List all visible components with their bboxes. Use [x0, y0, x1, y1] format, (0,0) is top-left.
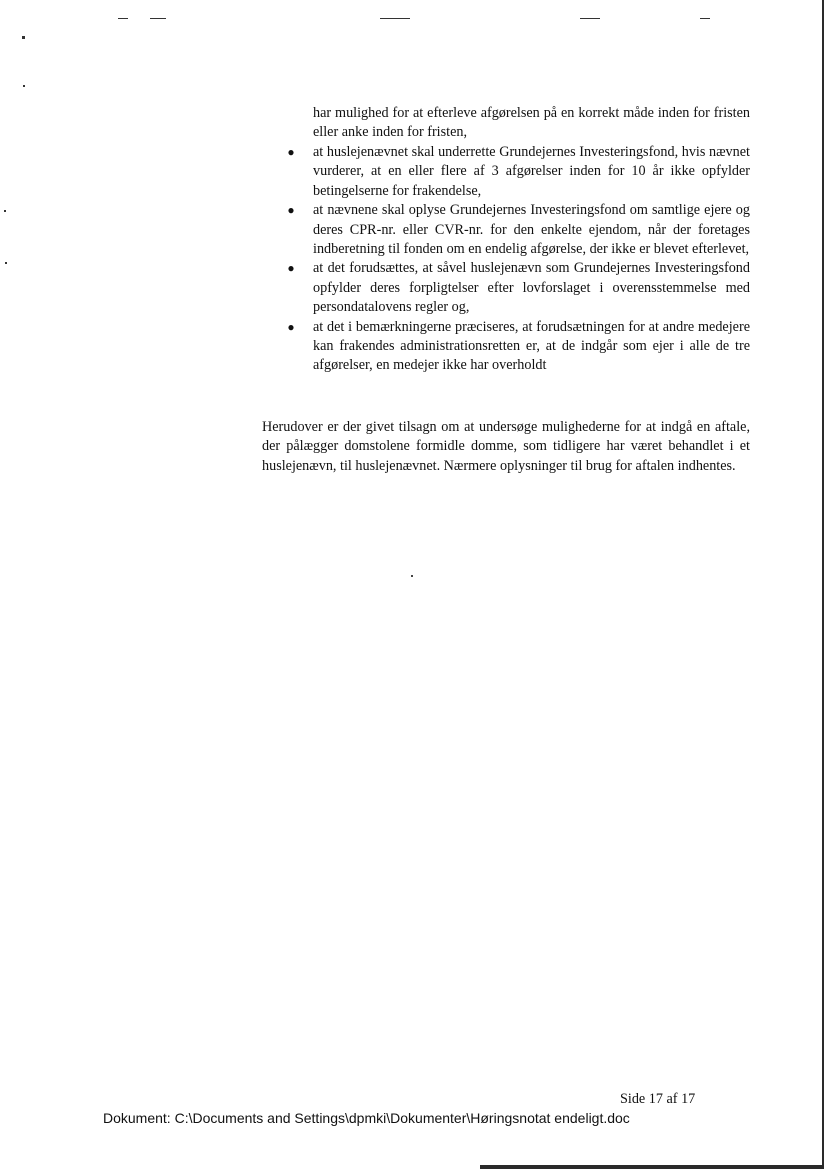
document-path: Dokument: C:\Documents and Settings\dpmki\Dokumenter\Høringsnotat endeligt.doc — [103, 1110, 630, 1126]
list-item — [284, 259, 750, 317]
list-item — [284, 201, 750, 259]
intro-text: har mulighed for at efterleve afgørelsen på en korrekt måde inden for fristen eller anke inden for fristen, — [313, 105, 750, 141]
list-item-text: at det forudsættes, at såvel huslejenævn som Grundejernes Investeringsfond opfylder deres forpligtelser efter lovforslaget i overensstemmelse med persondatalovens regler og, — [313, 260, 750, 316]
bullet-list — [284, 143, 750, 376]
list-item-text: at nævnene skal oplyse Grundejernes Investeringsfond om samtlige ejere og deres CPR-nr. eller CVR-nr. for den enkelte ejendom, når der foretages indberetning til fonden om en endelig afgørelse, der ikke er blevet efterlevet, — [313, 202, 750, 258]
bullet-icon: ● — [287, 203, 295, 218]
scan-speck — [411, 575, 413, 577]
list-item — [284, 318, 750, 376]
body-paragraph: Herudover er der givet tilsagn om at undersøge mulighederne for at indgå en aftale, der pålægger domstolene formidle domme, som tidligere har været behandlet i et huslejenævn, til huslejenævnet. Nærmere oplysninger til brug for aftalen indhentes. — [262, 419, 750, 474]
list-item-text: at huslejenævnet skal underrette Grundejernes Investeringsfond, hvis nævnet vurderer, at en eller flere af 3 afgørelser inden for 10 år ikke opfylder betingelserne for frakendelse, — [313, 144, 750, 199]
bullet-icon: ● — [287, 261, 295, 276]
bullet-icon: ● — [287, 145, 295, 159]
page-number: Side 17 af 17 — [620, 1091, 696, 1107]
bullet-icon: ● — [287, 319, 295, 334]
list-item-text: at det i bemærkningerne præciseres, at forudsætningen for at andre medejere kan frakendes administrationsretten er, at de indgår som ejer i alle de tre afgørelser, en medejer ikke har overholdt — [313, 318, 750, 374]
scan-edge-bottom — [480, 1165, 824, 1169]
list-item — [284, 143, 750, 201]
